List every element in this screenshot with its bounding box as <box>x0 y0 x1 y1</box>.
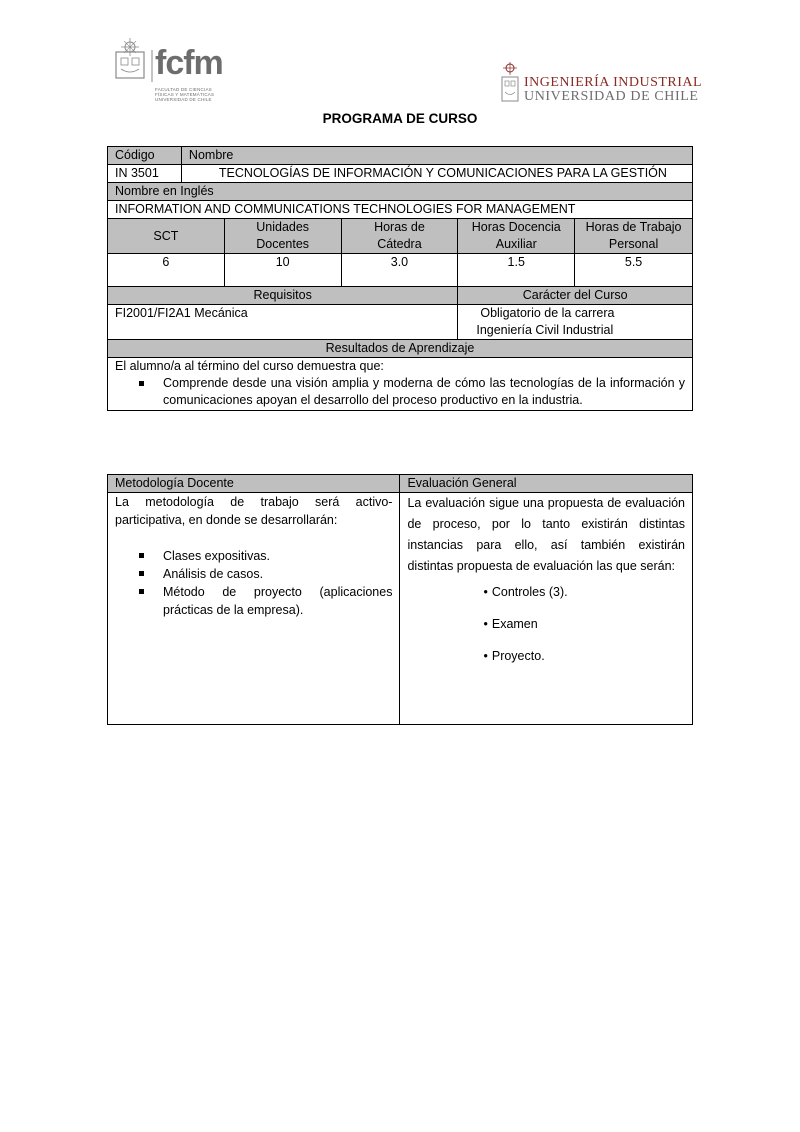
outcomes-content <box>108 358 693 411</box>
course-header-row <box>108 147 693 165</box>
methodology-label: Metodología Docente <box>108 475 400 493</box>
name-label: Nombre <box>181 147 692 165</box>
course-code: IN 3501 <box>108 165 182 183</box>
horas-auxiliar-header: Horas Docencia Auxiliar <box>458 219 575 254</box>
horas-personal-value: 5.5 <box>575 254 693 287</box>
course-row <box>108 165 693 183</box>
code-label: Código <box>108 147 182 165</box>
evaluation-content <box>400 493 693 725</box>
evaluation-label: Evaluación General <box>400 475 693 493</box>
horas-auxiliar-value: 1.5 <box>458 254 575 287</box>
methodology-intro: La metodología de trabajo será activo-participativa, en donde se desarrollarán: <box>115 495 393 527</box>
methodology-content <box>108 493 400 725</box>
fcfm-wordmark: fcfm <box>155 44 223 82</box>
department-title: INGENIERÍA INDUSTRIAL <box>524 75 703 90</box>
hours-header-row <box>108 219 693 254</box>
character-value: Obligatorio de la carrera Ingeniería Civil Industrial <box>458 305 693 340</box>
fcfm-logo <box>113 38 253 104</box>
horas-personal-header: Horas de Trabajo Personal <box>575 219 693 254</box>
sct-header: SCT <box>108 219 225 254</box>
university-name: UNIVERSIDAD DE CHILE <box>524 89 699 104</box>
department-seal-icon <box>500 62 520 104</box>
sct-value: 6 <box>108 254 225 287</box>
course-table <box>107 146 693 411</box>
university-seal-icon <box>113 38 147 82</box>
document-title: PROGRAMA DE CURSO <box>322 111 478 126</box>
methodology-item: Clases expositivas. <box>163 547 392 565</box>
methodology-table <box>107 474 693 725</box>
fcfm-subtitle: FACULTAD DE CIENCIAS FÍSICAS Y MATEMÁTICAS UNIVERSIDAD DE CHILE <box>155 87 215 102</box>
english-name-label: Nombre en Inglés <box>108 183 693 201</box>
horas-catedra-value: 3.0 <box>341 254 458 287</box>
character-label: Carácter del Curso <box>458 287 693 305</box>
horas-catedra-header: Horas de Cátedra <box>341 219 458 254</box>
requirements-value: FI2001/FI2A1 Mecánica <box>108 305 458 340</box>
evaluation-item: • Examen <box>483 617 538 631</box>
outcomes-intro: El alumno/a al término del curso demuestra que: <box>115 359 384 373</box>
evaluation-intro: La evaluación sigue una propuesta de evaluación de proceso, por lo tanto existirán distintas instancias para ello, así también existirán distintas propuesta de evaluación las que serán: <box>407 496 685 573</box>
methodology-item: Análisis de casos. <box>163 565 392 583</box>
unidades-docentes-value: 10 <box>224 254 341 287</box>
outcome-item: Comprende desde una visión amplia y moderna de cómo las tecnologías de la información y comunicaciones apoyan el desarrollo del proceso productivo en la industria. <box>163 376 685 407</box>
course-name: TECNOLOGÍAS DE INFORMACIÓN Y COMUNICACIONES PARA LA GESTIÓN <box>181 165 692 183</box>
evaluation-item: • Proyecto. <box>483 649 545 663</box>
unidades-docentes-header: Unidades Docentes <box>224 219 341 254</box>
requirements-label: Requisitos <box>108 287 458 305</box>
evaluation-item: • Controles (3). <box>483 585 568 599</box>
hours-values-row <box>108 254 693 287</box>
outcomes-label: Resultados de Aprendizaje <box>108 340 693 358</box>
ingenieria-industrial-logo <box>500 62 703 106</box>
english-name: INFORMATION AND COMMUNICATIONS TECHNOLOGIES FOR MANAGEMENT <box>108 201 693 219</box>
methodology-item: Método de proyecto (aplicaciones prácticas de la empresa). <box>163 585 393 617</box>
